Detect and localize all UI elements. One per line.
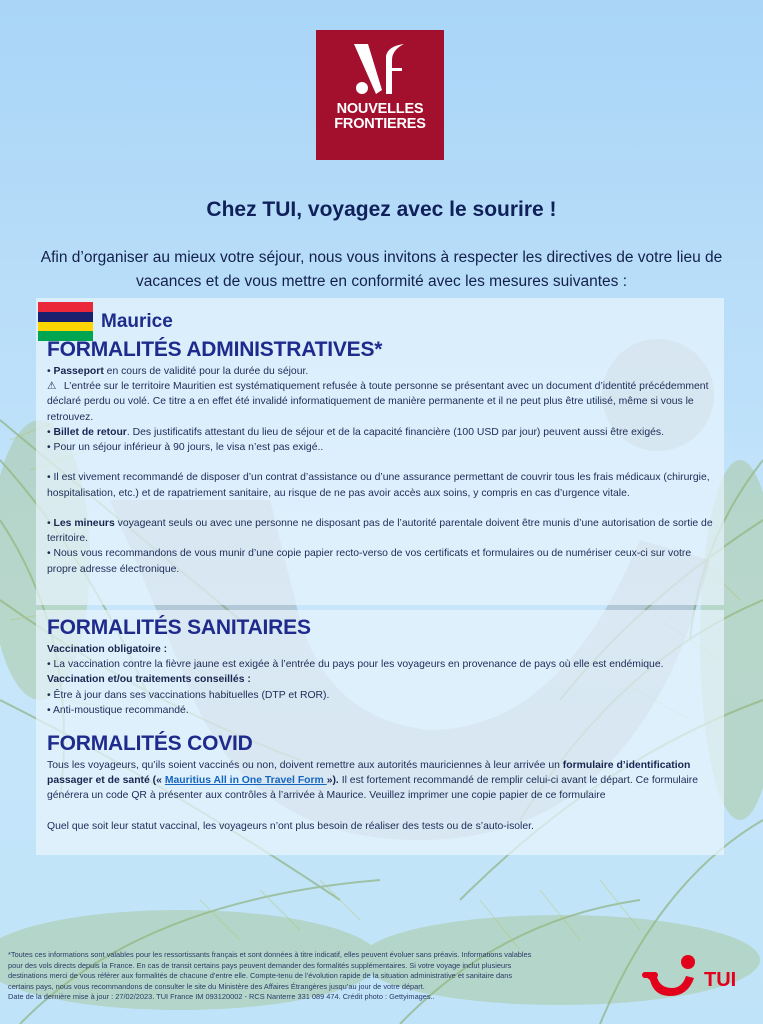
sanitary-section-body xyxy=(47,642,717,718)
tui-logo xyxy=(640,952,756,998)
covid-text-start: Tous les voyageurs, qu’ils soient vaccinés ou non, doivent remettre aux autorités mauriciennes à leur arrivée un xyxy=(47,760,563,771)
section-title-administrative: FORMALITÉS ADMINISTRATIVES* xyxy=(47,338,383,361)
lost-id-warning xyxy=(47,379,717,425)
covid-form-label: formulaire d’identification passager et de santé (« xyxy=(47,760,691,787)
page-headline: Chez TUI, voyagez avec le sourire ! xyxy=(206,198,557,221)
document-copy-item: • Nous vous recommandons de vous munir d’une copie papier recto-verso de vos certificats et formulaires ou de numériser ceux-ci sur votre propre adresse électronique. xyxy=(47,548,692,575)
minors-item: • Les mineurs voyageant seuls ou avec une personne ne disposant pas de l’autorité parentale doivent être munis d’une autorisation de sortie de territoire. xyxy=(47,518,713,545)
insurance-item: • Il est vivement recommandé de disposer d’un contrat d’assistance ou d’une assurance permettant de couvrir tous les frais médicaux (chirurgie, hospitalisation, etc.) et de rapatriement sanitaire, au risque de ne pas avoir accès aux soins, y compris en cas d’urgence vitale. xyxy=(47,472,710,499)
intro-paragraph: Afin d’organiser au mieux votre séjour, nous vous invitons à respecter les directives de votre lieu de vacances et de vous mettre en conformité avec les mesures suivantes : xyxy=(40,249,723,290)
admin-section-body xyxy=(47,364,717,577)
covid-no-tests-paragraph: Quel que soit leur statut vaccinal, les voyageurs n’ont plus besoin de réaliser des tests ou de s’auto-isoler. xyxy=(47,820,534,832)
advised-item: • Anti-moustique recommandé. xyxy=(47,704,189,716)
warning-text: L’entrée sur le territoire Mauritien est systématiquement refusée à toute personne se présentant avec un document d’identité précédemment déclaré perdu ou volé. Ce titre a en effet été invalidé informatiquement de manière permanente et il ne peut plus être utilisé, même si vous le retrouvez. xyxy=(47,381,709,423)
tui-wordmark: TUI xyxy=(704,968,737,991)
section-title-covid: FORMALITÉS COVID xyxy=(47,732,253,755)
warning-triangle-icon: ⚠ xyxy=(47,381,57,393)
visa-item: • Pour un séjour inférieur à 90 jours, le visa n’est pas exigé.. xyxy=(47,442,324,454)
mauritius-travel-form-link[interactable]: Mauritius All in One Travel Form xyxy=(164,775,327,787)
country-name: Maurice xyxy=(101,311,173,332)
covid-form-paragraph xyxy=(47,758,717,804)
return-ticket-text: . Des justificatifs attestant du lieu de séjour et de la capacité financière (100 USD par jour) peuvent aussi être exigés. xyxy=(126,426,664,438)
covid-text-end: Il est fortement recommandé de remplir celui-ci avant le départ. Ce formulaire générera un code QR à présenter aux contrôles à l’arrivée à Maurice. Veuillez imprimer une copie papier de ce formulaire xyxy=(47,775,699,802)
nf-monogram-icon xyxy=(350,42,410,100)
passport-text: en cours de validité pour la durée du séjour. xyxy=(103,366,309,377)
footer-line: destinations merci de vous référer aux formalités de chacune d’entre elle. Compte-tenu de l’évolution rapide de la situation administrative et sanitaire dans xyxy=(8,971,513,981)
footer-line: Date de la dernière mise à jour : 27/02/2023. TUI France IM 093120002 - RCS Nanterre 331 089 474. Crédit photo : Gettyimages.. xyxy=(8,992,435,1002)
advised-item: • Être à jour dans ses vaccinations habituelles (DTP et ROR). xyxy=(47,689,330,701)
covid-form-label-end: »). xyxy=(326,775,339,787)
logo-text-line2: FRONTIERES xyxy=(334,116,426,132)
passport-item: • Passeport en cours de validité pour la durée du séjour. xyxy=(47,366,309,377)
footer-line: certains pays, nous vous recommandons de consulter le site du Ministère des Affaires Étrangères jusqu’au jour de votre départ. xyxy=(8,981,425,991)
advised-vaccination-label: Vaccination et/ou traitements conseillés : xyxy=(47,674,251,686)
yellow-fever-item: • La vaccination contre la fièvre jaune est exigée à l’entrée du pays pour les voyageurs en provenance de pays où elle est endémique. xyxy=(47,659,664,671)
minors-label: Les mineurs xyxy=(53,518,115,529)
nouvelles-frontieres-logo xyxy=(316,30,444,160)
covid-section-body xyxy=(47,758,717,834)
section-title-sanitary: FORMALITÉS SANITAIRES xyxy=(47,616,311,639)
tui-smile-icon xyxy=(640,952,700,998)
mandatory-vaccination-label: Vaccination obligatoire : xyxy=(47,644,168,655)
legal-footer xyxy=(8,950,618,1003)
footer-line: *Toutes ces informations sont valables pour les ressortissants français et sont données à titre indicatif, elles peuvent évoluer sans préavis. Informations valables xyxy=(8,950,532,959)
logo-text-line1: NOUVELLES xyxy=(336,101,424,117)
passport-label: Passeport xyxy=(53,366,104,377)
minors-text: voyageant seuls ou avec une personne ne disposant pas de l’autorité parentale doivent être munis d’une autorisation de sortie de territoire. xyxy=(47,518,713,545)
mauritius-flag-icon xyxy=(38,302,93,341)
return-ticket-item: • Billet de retour. Des justificatifs attestant du lieu de séjour et de la capacité financière (100 USD par jour) peuvent aussi être exigés. xyxy=(47,426,664,438)
footer-line: pour des vols directs depuis la France. En cas de transit certains pays peuvent demander des formalités supplémentaires. Si votre voyage inclut plusieurs xyxy=(8,960,512,970)
return-ticket-label: Billet de retour xyxy=(53,426,127,438)
